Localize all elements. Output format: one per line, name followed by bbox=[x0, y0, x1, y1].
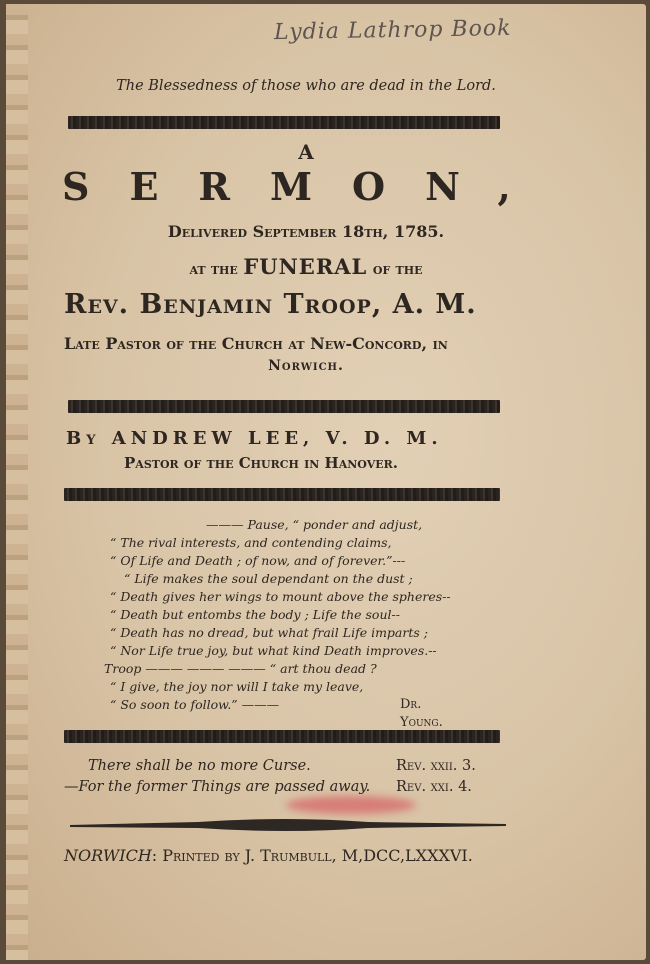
poem-line: “ So soon to follow.” ——— bbox=[110, 697, 280, 712]
occasion-pre: at the bbox=[189, 260, 238, 278]
handwritten-inscription: Lydia Lathrop Book bbox=[273, 15, 512, 46]
imprint-place: NORWICH bbox=[64, 846, 152, 865]
poem bbox=[104, 516, 451, 730]
occasion-line bbox=[0, 254, 646, 279]
subject-name: Rev. Benjamin Troop, A. M. bbox=[64, 289, 477, 320]
title-main: SERMON, bbox=[62, 164, 551, 209]
poem-line: Troop ——— ——— ——— “ art thou dead ? bbox=[104, 661, 377, 676]
scripture-ref: Rev. xxii. 3. bbox=[396, 758, 476, 774]
poem-line: “ Death has no dread, but what frail Life imparts ; bbox=[110, 625, 428, 640]
poem-line: ——— Pause, “ ponder and adjust, bbox=[206, 517, 423, 532]
ornamental-rule bbox=[68, 400, 500, 413]
ornamental-rule bbox=[64, 730, 500, 743]
ornamental-rule bbox=[64, 488, 500, 501]
epigraph: The Blessedness of those who are dead in the Lord. bbox=[116, 78, 496, 94]
scripture-ref: Rev. xxi. 4. bbox=[396, 779, 472, 795]
tapered-rule bbox=[68, 814, 508, 836]
poem-line: “ Death gives her wings to mount above the spheres-- bbox=[110, 589, 451, 604]
scripture-text: —For the former Things are passed away. bbox=[64, 779, 371, 795]
subject-role-1: Late Pastor of the Church at New-Concord, in bbox=[64, 334, 448, 353]
poem-line: “ Death but entombs the body ; Life the soul-- bbox=[110, 607, 400, 622]
red-stain bbox=[286, 796, 416, 814]
scripture-text: There shall be no more Curse. bbox=[88, 758, 311, 774]
ornamental-rule bbox=[68, 116, 500, 129]
poem-attribution: Dr. Young. bbox=[400, 697, 443, 730]
occasion-word: FUNERAL bbox=[243, 254, 368, 279]
poem-line: “ Life makes the soul dependant on the dust ; bbox=[124, 571, 413, 586]
author-name: By ANDREW LEE, V. D. M. bbox=[66, 428, 443, 449]
poem-line: “ Of Life and Death ; of now, and of forever.”--- bbox=[110, 553, 406, 568]
imprint bbox=[64, 846, 473, 865]
poem-line: “ I give, the joy nor will I take my leave, bbox=[110, 679, 364, 694]
occasion-post: of the bbox=[372, 260, 423, 278]
title-article: A bbox=[298, 140, 314, 164]
poem-line: “ Nor Life true joy, but what kind Death improves.-- bbox=[110, 643, 437, 658]
poem-line: “ The rival interests, and contending claims, bbox=[110, 535, 392, 550]
imprint-printer: : Printed by J. Trumbull, M,DCC,LXXXVI. bbox=[151, 846, 473, 865]
delivered-date: Delivered September 18th, 1785. bbox=[167, 222, 445, 241]
author-position: Pastor of the Church in Hanover. bbox=[124, 454, 398, 472]
subject-role-2: Norwich. bbox=[268, 358, 344, 374]
title-page bbox=[6, 4, 646, 960]
